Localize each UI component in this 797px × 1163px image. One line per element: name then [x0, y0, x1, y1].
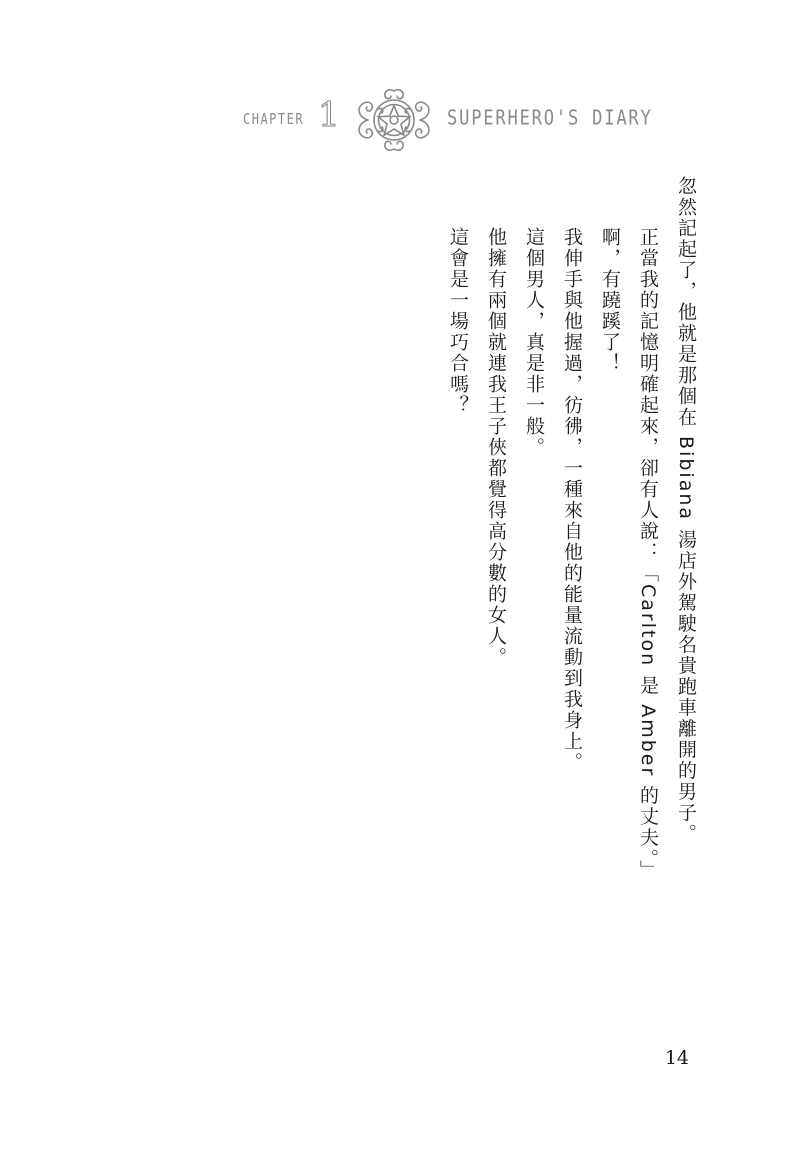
paragraph: 這個男人，真是非一般。	[523, 227, 545, 458]
star-rosette-ornament-icon	[354, 87, 434, 153]
paragraph: 忽然記起了，他就是那個在 Bibiana 湯店外駕駛名貴跑車離開的男子。	[675, 176, 697, 845]
paragraph: 正當我的記憶明確起來，卻有人說：「Carlton 是 Amber 的丈夫。」	[637, 227, 659, 881]
page-number: 14	[664, 1047, 689, 1069]
chapter-number: 1	[318, 95, 340, 135]
paragraph: 我伸手與他握過，彷彿，一種來自他的能量流動到我身上。	[561, 227, 583, 773]
paragraph: 他擁有兩個就連我王子俠都覺得高分數的女人。	[485, 227, 507, 668]
chapter-label: CHAPTER	[243, 110, 305, 128]
paragraph: 這會是一場巧合嗎？	[447, 227, 469, 416]
body-text	[439, 176, 705, 916]
book-title: SUPERHERO'S DIARY	[447, 106, 653, 130]
paragraph: 啊，有蹺蹊了！	[599, 227, 621, 374]
